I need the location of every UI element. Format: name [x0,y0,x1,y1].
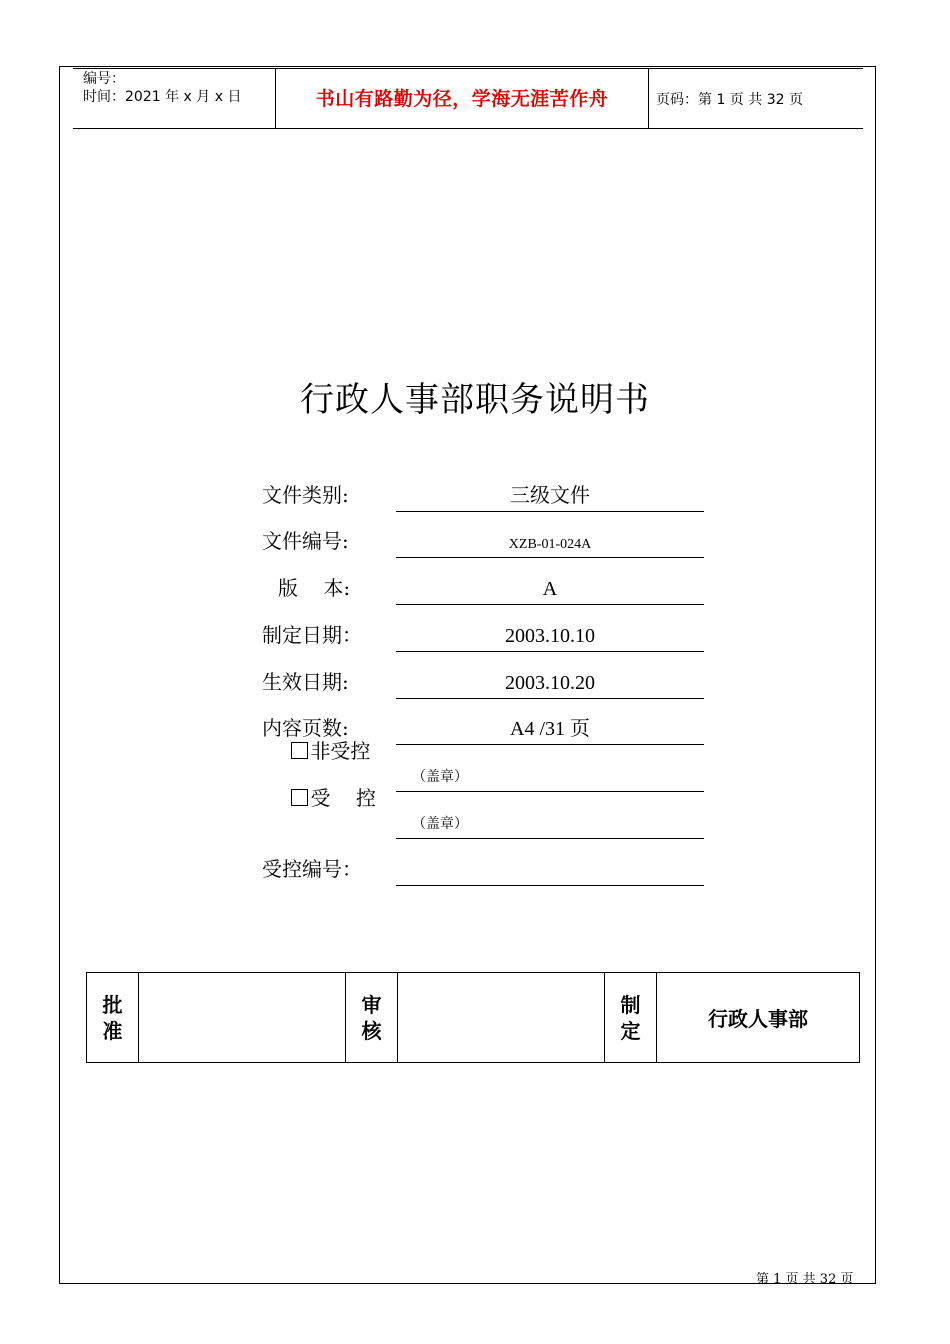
pages-value: A4 /31 页 [510,718,590,740]
header-bottom-rule [73,128,863,129]
info-row-pages [0,705,950,745]
info-row-effective-date [0,659,950,699]
review-header [346,973,398,1063]
category-label: 文件类别: [262,483,349,507]
controlled-label: 受 控 [310,786,376,810]
footer-page-number: 第 1 页 共 32 页 [756,1272,854,1287]
header-number-label: 编号： [83,71,125,87]
pages-label: 内容页数: [262,716,349,740]
file-number-field [396,525,704,558]
review-label-1: 审 [361,992,382,1017]
made-header [605,973,657,1063]
control-number-field[interactable] [396,853,704,886]
file-number-label: 文件编号: [262,529,349,553]
uncontrolled-stamp: （盖章） [412,770,468,785]
header-meta [83,70,241,106]
review-signature-cell[interactable] [398,973,605,1063]
header-date-label: 时间：2021 年 x 月 x 日 [83,89,242,105]
controlled-option[interactable] [266,758,376,835]
category-value: 三级文件 [510,485,590,507]
uncontrolled-label: 非受控 [310,739,371,763]
header-motto: 书山有路勤为径，学海无涯苦作舟 [315,88,609,110]
info-row-number [0,518,950,558]
header-top-rule [73,68,863,69]
approve-label-1: 批 [102,992,123,1017]
file-number-value: XZB-01-024A [508,537,592,552]
effective-date-field [396,666,704,699]
control-number-label: 受控编号： [262,857,362,881]
effective-date-value: 2003.10.20 [505,672,595,694]
info-row-controlled [0,786,950,839]
header-page-number: 页码：第 1 页 共 32 页 [656,92,803,108]
made-date-label: 制定日期： [262,623,362,647]
controlled-stamp: （盖章） [412,817,468,832]
pages-field [396,712,704,745]
header-divider-right [648,68,649,129]
info-row-uncontrolled [0,739,950,792]
approve-header [87,973,139,1063]
uncontrolled-checkbox[interactable] [291,742,308,759]
info-row-control-number [0,846,950,886]
made-label-1: 制 [620,992,641,1017]
version-value: A [542,578,558,600]
signature-table [86,972,860,1063]
made-department-cell: 行政人事部 [657,973,860,1063]
controlled-stamp-field [396,806,704,839]
made-date-field [396,619,704,652]
info-row-made-date [0,612,950,652]
info-row-category [0,472,950,512]
effective-date-label: 生效日期: [262,670,349,694]
version-label: 版 本: [278,576,351,600]
version-field [396,572,704,605]
approve-signature-cell[interactable] [139,973,346,1063]
made-label-2: 定 [620,1018,641,1043]
controlled-checkbox[interactable] [291,789,308,806]
approve-label-2: 准 [102,1018,123,1043]
category-field [396,479,704,512]
document-title: 行政人事部职务说明书 [300,380,650,420]
review-label-2: 核 [361,1018,382,1043]
made-date-value: 2003.10.10 [505,625,595,647]
uncontrolled-stamp-field [396,759,704,792]
info-row-version [0,565,950,605]
